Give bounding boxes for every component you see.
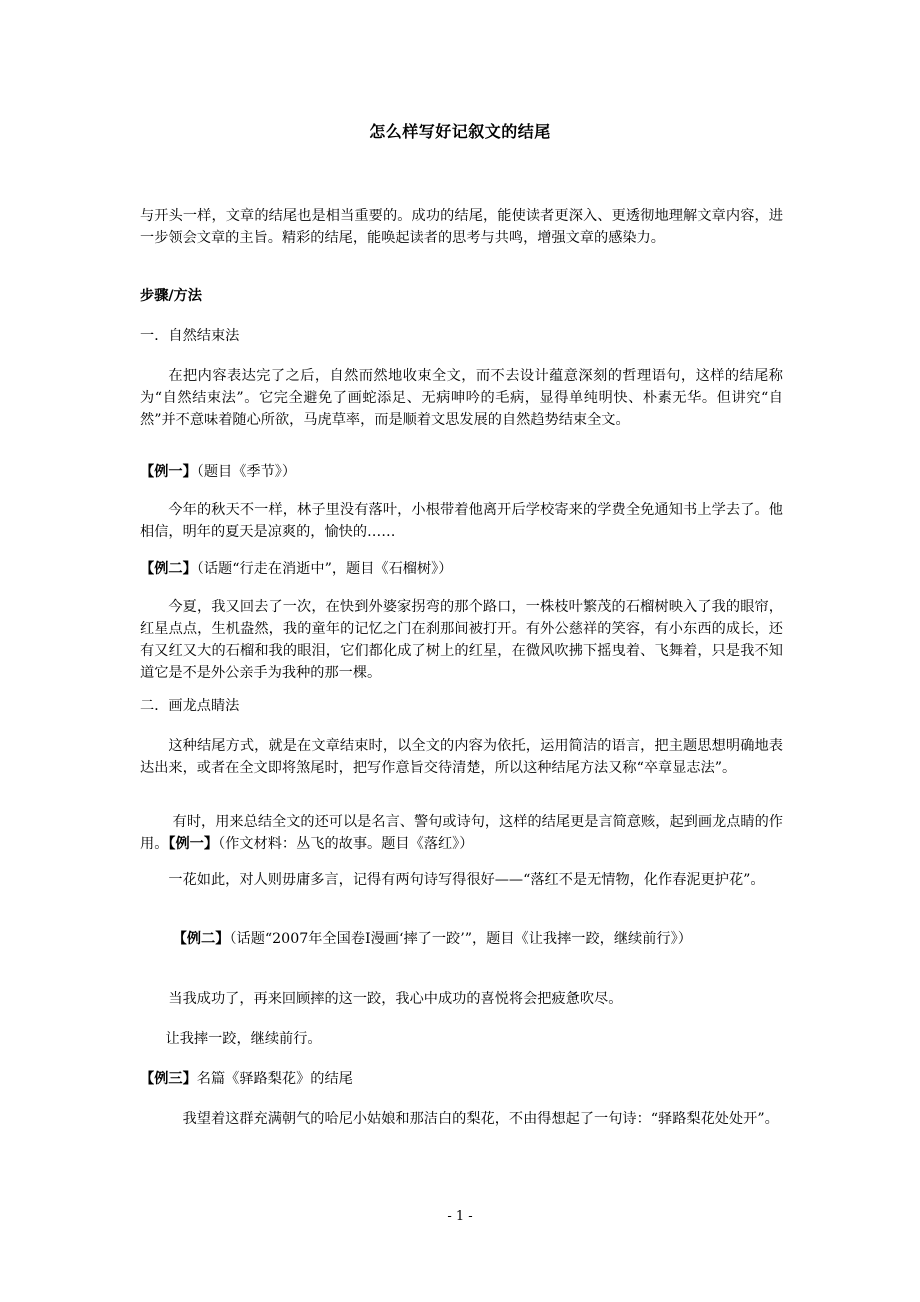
example-tag: 【例三】 — [140, 1071, 197, 1087]
body2-text: 有时，用来总结全文的还可以是名言、警句或诗句，这样的结尾更是言简意赅，起到画龙点睛的作用。 — [140, 814, 783, 852]
intro-paragraph: 与开头一样，文章的结尾也是相当重要的。成功的结尾，能使读者更深入、更透彻地理解文章内容，进一步领会文章的主旨。精彩的结尾，能唤起读者的思考与共鸣，增强文章的感染力。 — [140, 208, 783, 246]
example-tag: 【例二】 — [172, 931, 230, 947]
section2-example3-text: 我望着这群充满朝气的哈尼小姑娘和那洁白的梨花，不由得想起了一句诗：“驿路梨花处处开”。 — [182, 1111, 779, 1127]
page-number: - 1 - — [447, 1209, 473, 1224]
example-note: （话题“行走在消逝中”，题目《石榴树》） — [196, 561, 453, 577]
section2-heading: 二．画龙点睛法 — [140, 698, 240, 714]
section1-heading: 一．自然结束法 — [140, 328, 240, 344]
document-title: 怎么样写好记叙文的结尾 — [369, 122, 551, 141]
example-note: （作文材料：丛飞的故事。题目《落红》） — [218, 836, 474, 852]
section2-example2-text2: 让我摔一跤，继续前行。 — [165, 1031, 322, 1047]
section2-body2 — [140, 811, 783, 855]
section2-example3-label — [140, 1068, 783, 1090]
example-tag: 【例二】 — [140, 561, 197, 577]
example-note: （题目《季节》） — [196, 464, 297, 480]
section2-example2-label — [140, 928, 783, 950]
steps-heading: 步骤/方法 — [140, 288, 202, 304]
example-note: 名篇《驿路梨花》的结尾 — [196, 1071, 353, 1087]
section1-body: 在把内容表达完了之后，自然而然地收束全文，而不去设计蕴意深刻的哲理语句，这样的结尾称为“自然结束法”。它完全避免了画蛇添足、无病呻吟的毛病，显得单纯明快、朴素无华。但讲究“自然”并不意味着随心所欲，马虎草率，而是顺着文思发展的自然趋势结束全文。 — [140, 368, 783, 428]
section2-example1-text: 一花如此，对人则毋庸多言，记得有两句诗写得很好——“落红不是无情物，化作春泥更护花”。 — [168, 872, 765, 888]
section1-example2-text: 今夏，我又回去了一次，在快到外婆家拐弯的那个路口，一株枝叶繁茂的石榴树映入了我的眼帘，红星点点，生机盎然，我的童年的记忆之门在刹那间被打开。有外公慈祥的笑容，有小东西的成长，还有又红又大的石榴和我的眼泪，它们都化成了树上的红星，在微风吹拂下摇曳着、飞舞着，只是我不知道它是不是外公亲手为我种的那一棵。 — [140, 599, 783, 681]
section2-example2-text1: 当我成功了，再来回顾摔的这一跤，我心中成功的喜悦将会把疲惫吹尽。 — [168, 991, 623, 1007]
section1-example1-text: 今年的秋天不一样，林子里没有落叶，小根带着他离开后学校寄来的学费全免通知书上学去了。他相信，明年的夏天是凉爽的，愉快的…… — [140, 502, 783, 540]
section1-example2-label — [140, 558, 783, 580]
example-note: （话题“2007年全国卷Ⅰ漫画‘摔了一跤’”，题目《让我摔一跤，继续前行》） — [229, 931, 692, 947]
example-tag: 【例一】 — [140, 464, 197, 480]
section1-example1-label — [140, 461, 783, 483]
example-tag: 【例一】 — [168, 836, 219, 852]
section2-body1: 这种结尾方式，就是在文章结束时，以全文的内容为依托，运用简洁的语言，把主题思想明确地表达出来，或者在全文即将煞尾时，把写作意旨交待清楚，所以这种结尾方法又称“卒章显志法”。 — [140, 738, 783, 776]
